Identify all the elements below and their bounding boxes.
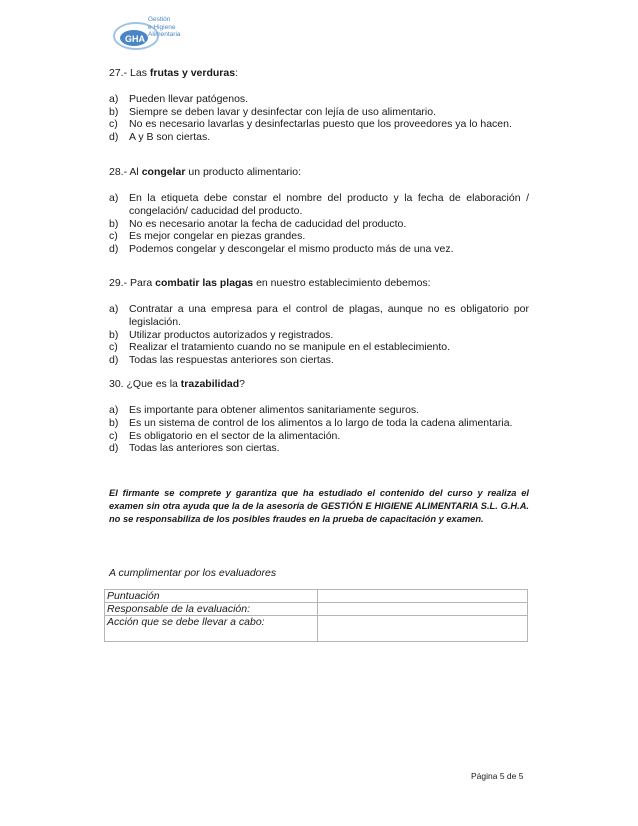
table-row: [105, 616, 528, 642]
option: d) Podemos congelar y descongelar el mismo producto más de una vez.: [109, 242, 454, 255]
question-title: 30. ¿Que es la trazabilidad?: [109, 378, 245, 391]
option: b) No es necesario anotar la fecha de caducidad del producto.: [109, 217, 407, 230]
evaluation-value: [318, 616, 528, 642]
logo-line: Gestión: [148, 16, 171, 23]
question-title: 27.- Las frutas y verduras:: [109, 67, 238, 79]
option: c) Es mejor congelar en piezas grandes.: [109, 230, 306, 243]
evaluation-label: Responsable de la evaluación:: [105, 603, 318, 616]
question-27: [109, 67, 529, 143]
logo-text: [148, 16, 181, 39]
option: c) Realizar el tratamiento cuando no se manipule en el establecimiento.: [109, 341, 451, 354]
option: c) Es obligatorio en el sector de la alimentación.: [109, 429, 341, 442]
option: a) Contratar a una empresa para el control de plagas, aunque no es obligatorio por legislación.: [109, 303, 529, 328]
question-title: 28.- Al congelar un producto alimentario:: [109, 166, 302, 179]
evaluation-label: Acción que se debe llevar a cabo:: [105, 616, 318, 642]
options-list: [109, 93, 529, 143]
logo-abbr: GHA: [125, 34, 145, 44]
question-30: [109, 378, 529, 454]
option: a) Pueden llevar patógenos.: [109, 93, 249, 105]
logo-line: e Higiene: [148, 23, 176, 31]
evaluation-table: [104, 589, 528, 642]
logo-line: Alimentaria: [148, 31, 181, 38]
option: a) Es importante para obtener alimentos sanitariamente seguros.: [109, 404, 420, 417]
options-list: [109, 192, 529, 255]
evaluation-value: [318, 603, 528, 616]
question-29: [109, 277, 529, 366]
questions-section: [109, 67, 529, 455]
option: b) Es un sistema de control de los alimentos a lo largo de toda la cadena alimentaria.: [109, 416, 513, 429]
evaluation-label: Puntuación: [105, 590, 318, 603]
question-28: [109, 166, 529, 255]
options-list: [109, 404, 529, 454]
evaluation-title: A cumplimentar por los evaluadores: [109, 567, 277, 579]
disclaimer-text: El firmante se comprete y garantiza que ha estudiado el contenido del curso y realiza el examen sin otra ayuda que la de la asesoría de GESTIÓN E HIGIENE ALIMENTARIA S.L. G.H.A. no se responsabiliza de los posibles fraudes en la prueba de capacitación y examen.: [109, 488, 529, 524]
option: d) Todas las respuestas anteriores son ciertas.: [109, 353, 334, 366]
option: d) A y B son ciertas.: [109, 130, 211, 143]
page-number: Página 5 de 5: [471, 771, 524, 781]
option: c) No es necesario lavarlas y desinfectarlas puesto que los proveedores ya lo hacen.: [109, 118, 512, 131]
table-row: [105, 603, 528, 616]
evaluation-value: [318, 590, 528, 603]
option: a) En la etiqueta debe constar el nombre del producto y la fecha de elaboración / congelación/ caducidad del producto.: [109, 192, 529, 217]
option: d) Todas las anteriores son ciertas.: [109, 442, 280, 455]
option: b) Utilizar productos autorizados y registrados.: [109, 328, 334, 341]
table-row: [105, 590, 528, 603]
options-list: [109, 303, 529, 366]
option: b) Siempre se deben lavar y desinfectar con lejía de uso alimentario.: [109, 105, 437, 118]
question-title: 29.- Para combatir las plagas en nuestro establecimiento debemos:: [109, 277, 431, 290]
